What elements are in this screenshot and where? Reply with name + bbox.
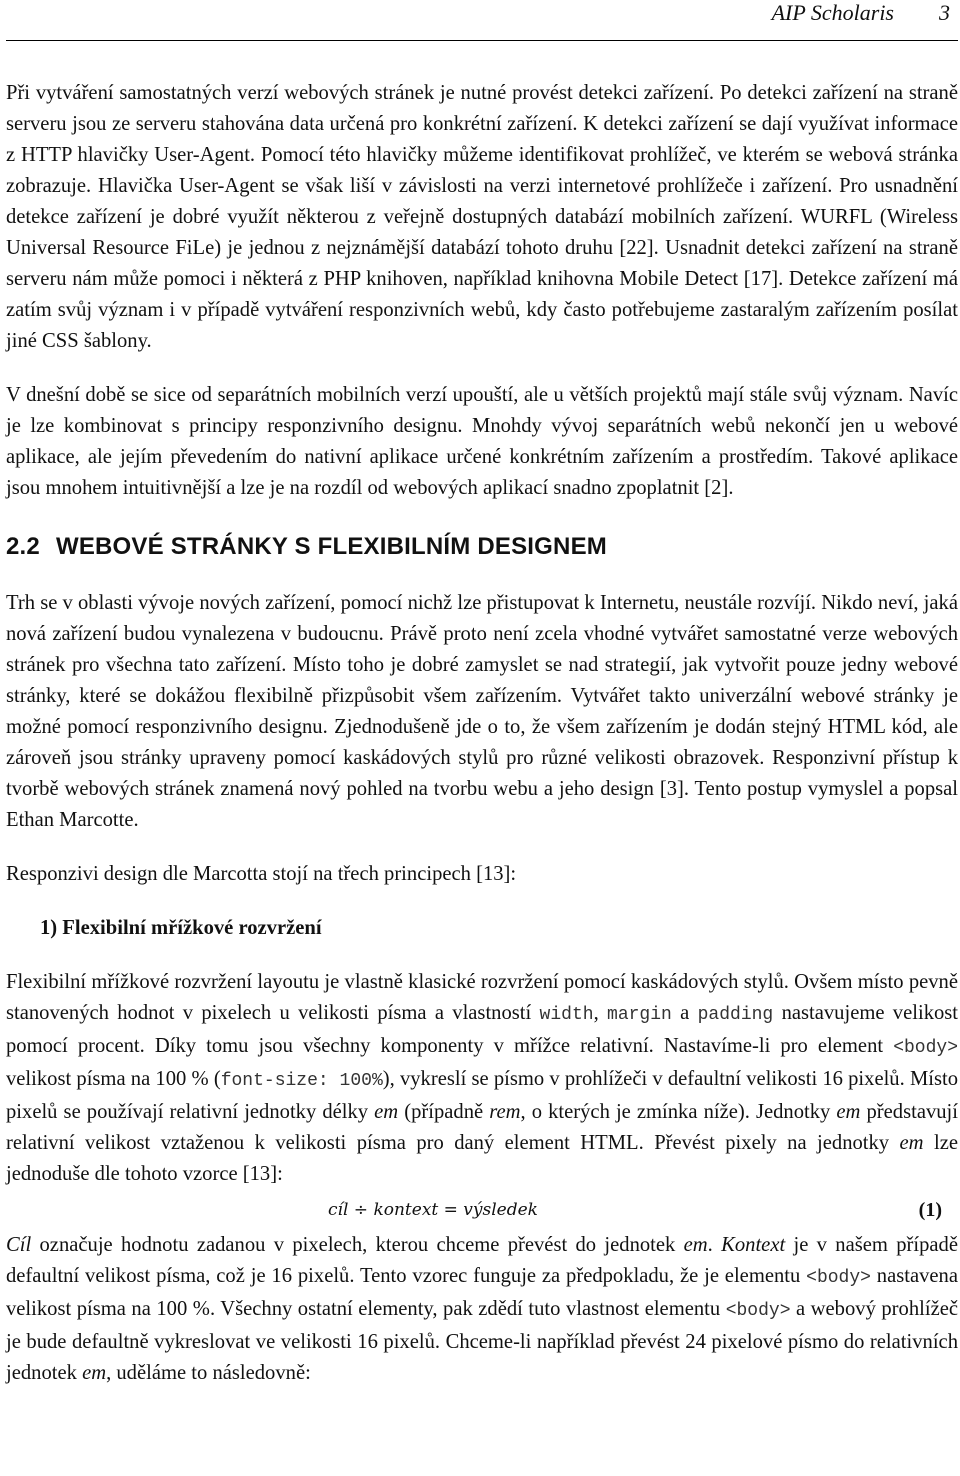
code-margin: margin — [607, 1005, 672, 1025]
page-body — [6, 78, 958, 1389]
code-body-tag: <body> — [806, 1268, 871, 1288]
paragraph-three-principles: Responzivi design dle Marcotta stojí na třech principech [13]: — [6, 863, 517, 885]
section-number: 2.2 — [6, 533, 40, 560]
paragraph-device-detection: Při vytváření samostatných verzí webových stránek je nutné provést detekci zařízení. Po detekci zařízení na straně serveru jsou ze serveru stahována data určená pro konkrétní zařízení. K detekci zařízení se dají využívat informace z HTTP hlavičky User-Agent. Pomocí této hlavičky můžeme identifikovat prohlížeč, ve kterém se webová stránka zobrazuje. Hlavička User-Agent se však liší v závislosti na verzi internetové prohlížeče i zařízení. Pro usnadnění detekce zařízení je dobré využít některou z veřejně dostupných databází mobilních zařízení. WURFL (Wireless Universal Resource FiLe) je jednou z nejznámější databází tohoto druhu [22]. Usnadnit detekci zařízení na straně serveru nám může pomoci i některá z PHP knihoven, například knihovna Mobile Detect [17]. Detekce zařízení má zatím svůj význam i v případě vytváření responzivních webů, kdy často potřebujeme zastaralým zařízením posílat jiné CSS šablony. — [6, 82, 958, 352]
paragraph-formula-explanation: Cíl označuje hodnotu zadanou v pixelech, kterou chceme převést do jednotek em. Kontext je v našem případě defaultní velikost písma, což je 16 pixelů. Tento vzorec funguje za předpokladu, že je elementu <body> nastavena velikost písma na 100 %. Všechny ostatní elementy, pak zdědí tuto vlastnost elementu <body> a webový prohlížeč je bude defaultně vykreslovat ve velikosti 16 pixelů. Chceme-li například převést 24 pixelové písmo do relativních jednotek em, uděláme to následovně: — [6, 1234, 958, 1384]
page-header — [6, 0, 958, 41]
code-body-tag: <body> — [725, 1301, 791, 1321]
equation-number: (1) — [918, 1199, 942, 1221]
code-body-tag: <body> — [893, 1038, 958, 1058]
equation-formula: cíl ÷ kontext = výsledek — [328, 1200, 538, 1220]
code-font-size: font-size: 100% — [220, 1071, 383, 1091]
section-title: WEBOVÉ STRÁNKY S FLEXIBILNÍM DESIGNEM — [55, 533, 607, 560]
subheading-flexible-grid: 1) Flexibilní mřížkové rozvržení — [40, 917, 322, 939]
journal-title: AIP Scholaris — [771, 0, 894, 25]
code-width: width — [539, 1005, 594, 1025]
paragraph-mobile-versions: V dnešní době se sice od separátních mobilních verzí upouští, ale u větších projektů mají stále svůj význam. Navíc je lze kombinovat s principy responzivního designu. Mnohdy vývoj separátních webů nekončí jen u webové aplikace, ale jejím převedením do nativní aplikace určené konkrétním zařízením a prostředím. Takové aplikace jsou mnohem intuitivnější a lze je na rozdíl od webových aplikací snadno zpoplatnit [2]. — [6, 384, 958, 499]
paragraph-responsive-intro: Trh se v oblasti vývoje nových zařízení, pomocí nichž lze přistupovat k Internetu, neustále rozvíjí. Nikdo neví, jaká nová zařízení budou vynalezena v budoucnu. Právě proto není zcela vhodné vytvářet samostatné verze webových stránek pro všechna tato zařízení. Místo toho je dobré zamyslet se nad strategií, jak vytvořit pouze jedny webové stránky, které se dokážou flexibilně přizpůsobit všem zařízením. Vytvářet takto univerzální webové stránky je možné pomocí responzivního designu. Zjednodušeně jde o to, že všem zařízením je dodán stejný HTML kód, ale zároveň jsou stránky upraveny pomocí kaskádových stylů pro různé velikosti obrazovek. Responzivní přístup k tvorbě webových stránek znamená nový pohled na tvorbu webu a jeho design [3]. Tento postup vymyslel a popsal Ethan Marcotte. — [6, 592, 958, 831]
paragraph-flexible-grid: Flexibilní mřížkové rozvržení layoutu je vlastně klasické rozvržení pomocí kaskádových stylů. Ovšem místo pevně stanovených hodnot v pixelech u velikosti písma a vlastností width, margin a padding nastavujeme velikost pomocí procent. Díky tomu jsou všechny komponenty v mřížce relativní. Nastavíme-li pro element <body> velikost písma na 100 % (font-size: 100%), vykreslí se písmo v prohlížeči v defaultní velikosti 16 pixelů. Místo pixelů se používají relativní jednotky délky em (případně rem, o kterých je zmínka níže). Jednotky em představují relativní velikost vztaženou k velikosti písma pro daný element HTML. Převést pixely na jednotky em lze jednoduše dle tohoto vzorce [13]: — [6, 971, 959, 1185]
section-heading — [6, 527, 958, 567]
code-padding: padding — [697, 1005, 774, 1025]
page-number: 3 — [939, 0, 950, 25]
equation — [6, 1190, 958, 1230]
